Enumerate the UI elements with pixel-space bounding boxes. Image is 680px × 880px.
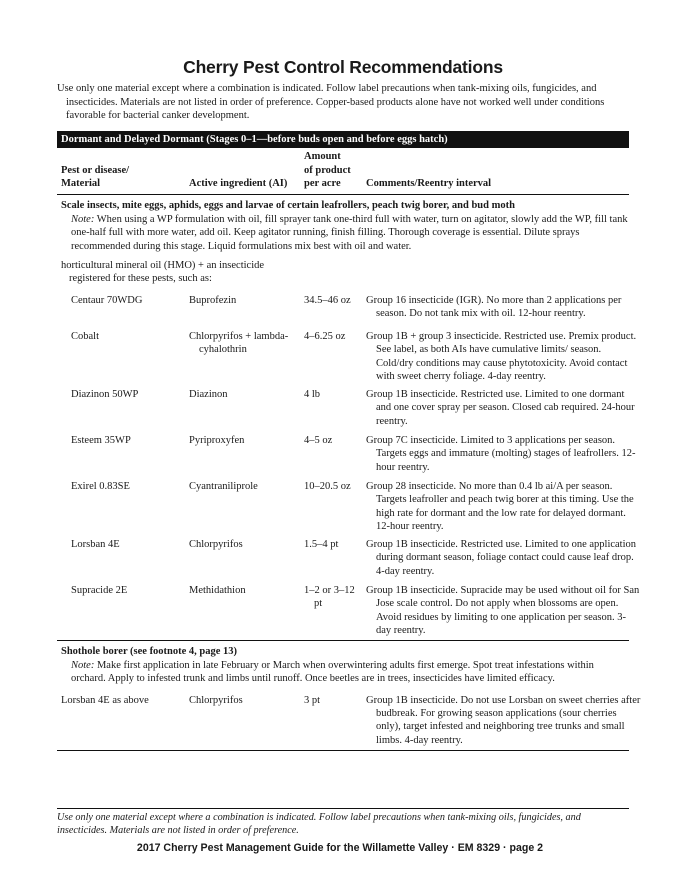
footnote-divider — [57, 808, 629, 809]
intro-paragraph: Use only one material except where a combination is indicated. Follow label precautions when tank-mixing oils, fungicides, and insecticides. Materials are not listed in order of preference. Copper-based products alone have not worked well under conditions favorable for bacterial canker development. — [57, 83, 605, 122]
note-label: Note: — [71, 213, 95, 225]
amount-cell: 4–5 oz — [304, 434, 333, 446]
material-cell: Centaur 70WDG — [71, 294, 143, 306]
material-cell: Esteem 35WP — [71, 434, 131, 446]
ai-cell: Buprofezin — [189, 294, 237, 306]
ai-cell: Pyriproxyfen — [189, 434, 245, 446]
hmo-line-1: horticultural mineral oil (HMO) + an insecticide — [61, 260, 265, 271]
col-header-amount-line2: of product — [304, 164, 351, 176]
col-header-material-line2: Material — [61, 178, 101, 190]
page-title: Cherry Pest Control Recommendations — [183, 57, 503, 77]
comment-cell: Group 1B insecticide. Supracide may be used without oil for San Jose scale control. Do not apply when blossoms are open. Avoid residues by limiting to one application per season. 3-day reentry. — [366, 584, 640, 637]
ai-cell: Diazinon — [189, 388, 228, 400]
comment-cell: Group 7C insecticide. Limited to 3 applications per season. Targets eggs and immature (molting) stages of leafrollers. 12-hour reentry. — [366, 434, 636, 473]
amount-cell: 1.5–4 pt — [304, 538, 339, 550]
section-header-dormant: Dormant and Delayed Dormant (Stages 0–1—before buds open and before eggs hatch) — [57, 131, 629, 148]
hmo-line-2: registered for these pests, such as: — [69, 273, 212, 285]
amount-cell: 1–2 or 3–12 pt — [304, 584, 355, 610]
material-cell: Supracide 2E — [71, 584, 128, 596]
ai-cell: Chlorpyrifos — [189, 694, 243, 706]
table-row — [57, 480, 634, 538]
col-header-material — [61, 164, 129, 191]
amount-cell: 34.5–46 oz — [304, 294, 351, 306]
section-divider — [57, 640, 629, 641]
table-row — [57, 434, 636, 480]
col-header-ai: Active ingredient (AI) — [189, 178, 288, 190]
table-row — [57, 330, 637, 388]
table-row — [57, 388, 635, 434]
amount-cell: 4–6.25 oz — [304, 330, 346, 342]
col-header-amount-line3: per acre — [304, 178, 341, 190]
comment-cell: Group 1B insecticide. Restricted use. Limited to one dormant and one cover spray per season. Closed cab required. 24-hour reentry. — [366, 388, 635, 427]
shothole-borer-heading: Shothole borer (see footnote 4, page 13) — [61, 645, 238, 657]
note-text: Make first application in late February or March when overwintering adults first emerge. Spot treat infestations within orchard. Apply to infested trunk and limbs until runoff. Once beetles are in trees, insecticides have limited efficacy. — [71, 659, 594, 685]
scale-note — [57, 213, 629, 253]
col-header-amount — [304, 150, 351, 191]
scale-insects-heading: Scale insects, mite eggs, aphids, eggs and larvae of certain leafrollers, peach twig borer, and bud moth — [61, 199, 515, 211]
col-header-material-line1: Pest or disease/ — [61, 164, 130, 176]
col-header-amount-line1: Amount — [304, 151, 341, 162]
material-cell: Exirel 0.83SE — [71, 480, 130, 492]
ai-cell: Methidathion — [189, 584, 246, 596]
amount-cell: 4 lb — [304, 388, 321, 400]
note-label: Note: — [71, 659, 95, 671]
comment-cell: Group 1B + group 3 insecticide. Restricted use. Premix product. See label, as both AIs have cumulative limits/ season. Cold/dry conditions may cause phytotoxicity. Avoid contact with sweet cherry foliage. 4-day reentry. — [366, 330, 637, 383]
ai-cell: Chlorpyrifos — [189, 538, 243, 550]
document-page — [57, 56, 641, 751]
material-cell: Lorsban 4E — [71, 538, 120, 550]
table-row — [57, 538, 637, 584]
comment-cell: Group 16 insecticide (IGR). No more than 2 applications per season. Do not tank mix with oil. 12-hour reentry. — [366, 294, 622, 320]
comment-cell: Group 1B insecticide. Do not use Lorsban on sweet cherries after budbreak. For growing season applications (sour cherries only), target infested and neighboring tree trunks and small limbs. 4-day reentry. — [366, 694, 641, 746]
comment-cell: Group 1B insecticide. Restricted use. Limited to one application during dormant season, foliage contact could cause leaf drop. 4-day reentry. — [366, 538, 637, 577]
note-text: When using a WP formulation with oil, fill sprayer tank one-third full with water, turn on agitator, slowly add the WP, fill tank one-half full with more water, add oil. Keep agitator running, finish filling. Thorough coverage is essential. Dilute sprays recommended during this stage. Liquid formulations mix best with oil and water. — [71, 213, 628, 252]
col-header-comments: Comments/Reentry interval — [366, 178, 492, 190]
table-row — [57, 294, 629, 330]
amount-cell: 3 pt — [304, 694, 321, 706]
ai-cell: Cyantraniliprole — [189, 480, 258, 492]
shothole-note — [57, 659, 629, 686]
table-bottom-rule — [57, 750, 629, 751]
ai-cell: Chlorpyrifos + lambda-cyhalothrin — [189, 330, 289, 356]
amount-cell: 10–20.5 oz — [304, 480, 351, 492]
page-footer: 2017 Cherry Pest Management Guide for the Willamette Valley · EM 8329 · page 2 — [136, 842, 544, 854]
material-cell: Cobalt — [71, 330, 99, 342]
table-row — [57, 694, 641, 750]
footnote: Use only one material except where a combination is indicated. Follow label precautions when tank-mixing oils, fungicides, and insecticides. Materials are not listed in order of preference. — [57, 812, 581, 837]
comment-cell: Group 28 insecticide. No more than 0.4 lb ai/A per season. Targets leafroller and peach twig borer at this timing. Use the high rate for dormant and the low rate for delayed dormant. 12-hour reentry. — [366, 480, 634, 533]
table-row — [57, 584, 640, 640]
hmo-line — [57, 259, 629, 286]
material-cell: Lorsban 4E as above — [61, 694, 149, 706]
table-column-headers — [57, 148, 629, 195]
material-cell: Diazinon 50WP — [71, 388, 139, 400]
